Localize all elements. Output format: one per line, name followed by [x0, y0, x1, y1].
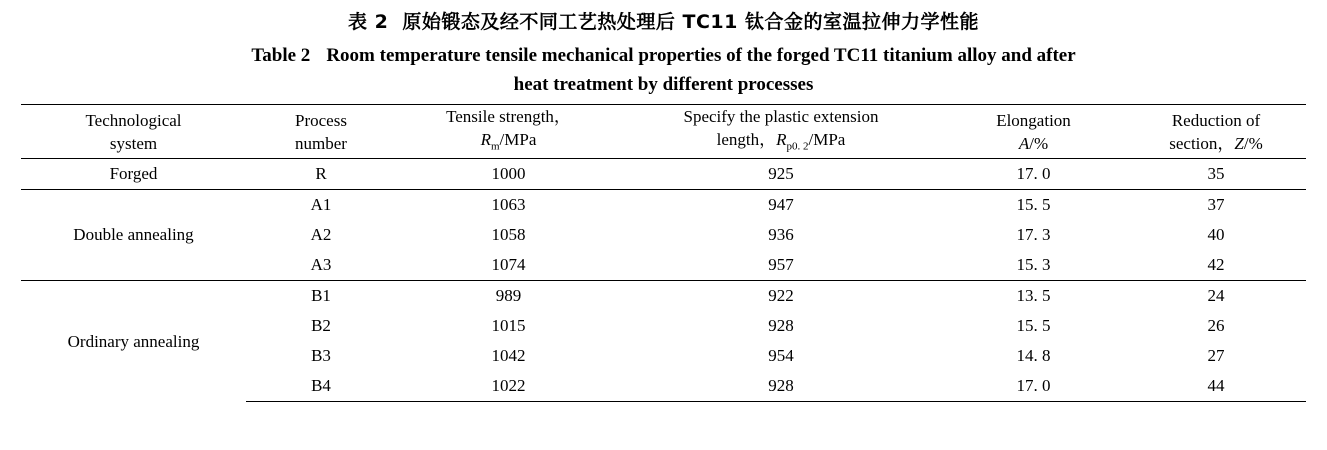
cell-process: B2: [311, 316, 331, 336]
header-elongation-line1: Elongation: [996, 110, 1071, 130]
cell-elongation: 17. 3: [1016, 225, 1051, 245]
cell-reduction: 37: [1126, 190, 1306, 221]
header-reduction-of-section: [1126, 105, 1306, 159]
symbol-rp: R: [776, 130, 787, 149]
cell-process: A1: [246, 190, 396, 221]
cell-process: A2: [310, 225, 332, 245]
cell-tensile-strength: 1015: [491, 316, 526, 336]
symbol-rm: R: [480, 130, 491, 149]
cell-process: B4: [246, 371, 396, 402]
symbol-a-unit: /%: [1029, 133, 1049, 153]
cell-tensile-strength: 1022: [396, 371, 621, 402]
header-elongation-line2: [941, 132, 1126, 155]
header-elongation: [941, 105, 1126, 159]
table-row: [21, 281, 1306, 312]
symbol-rm-unit: /MPa: [499, 130, 537, 149]
cell-plastic-extension: 957: [768, 255, 794, 275]
header-process-number-line2: number: [295, 133, 347, 153]
header-plastic-extension-line1: Specify the plastic extension: [683, 107, 879, 126]
header-technological-system-line2: system: [109, 133, 158, 153]
caption-chinese-text: 原始锻态及经不同工艺热处理后 TC11 钛合金的室温拉伸力学性能: [402, 11, 979, 33]
cell-tensile-strength: 1074: [491, 255, 526, 275]
header-reduction-line1: Reduction of: [1171, 110, 1261, 130]
table-header-row: [21, 105, 1306, 159]
mechanical-properties-table: [21, 104, 1306, 402]
cell-tensile-strength: 989: [396, 281, 621, 312]
cell-reduction: 35: [1126, 159, 1306, 190]
cell-reduction: 26: [1207, 316, 1225, 336]
header-plastic-extension-prefix: length，: [716, 130, 777, 149]
cell-reduction: 44: [1126, 371, 1306, 402]
header-process-number: [246, 105, 396, 159]
cell-tensile-strength: 1063: [396, 190, 621, 221]
cell-system: Ordinary annealing: [21, 281, 246, 402]
caption-chinese-label: 表 2: [348, 11, 389, 33]
cell-elongation: 14. 8: [1016, 346, 1051, 366]
header-plastic-extension: [621, 105, 941, 159]
cell-elongation: 17. 0: [941, 371, 1126, 402]
cell-tensile-strength: 1000: [396, 159, 621, 190]
cell-elongation: 15. 5: [941, 190, 1126, 221]
cell-elongation: 15. 5: [1016, 316, 1051, 336]
cell-tensile-strength: 1042: [491, 346, 526, 366]
cell-tensile-strength: 1058: [491, 225, 526, 245]
header-technological-system: [21, 105, 246, 159]
cell-process: B1: [246, 281, 396, 312]
header-tensile-strength-line1: Tensile strength，: [446, 107, 571, 126]
symbol-rm-subscript: m: [490, 140, 500, 153]
header-reduction-prefix: section，: [1169, 133, 1235, 153]
cell-reduction: 42: [1207, 255, 1225, 275]
cell-plastic-extension: 936: [768, 225, 794, 245]
cell-process: A3: [310, 255, 332, 275]
table-header: [21, 105, 1306, 159]
cell-plastic-extension: 954: [768, 346, 794, 366]
cell-plastic-extension: 925: [621, 159, 941, 190]
cell-process: B3: [311, 346, 331, 366]
cell-reduction: 27: [1207, 346, 1225, 366]
caption-english-text: Room temperature tensile mechanical properties of the forged TC11 titanium alloy and after: [326, 45, 1076, 66]
header-plastic-extension-line2: [621, 128, 941, 158]
cell-system: Double annealing: [21, 190, 246, 281]
cell-reduction: 24: [1126, 281, 1306, 312]
caption-english-line1: [0, 36, 1327, 70]
caption-english-label: Table 2: [251, 45, 311, 66]
cell-elongation: 17. 0: [941, 159, 1126, 190]
header-technological-system-line1: Technological: [85, 110, 182, 130]
caption-english-line2: heat treatment by different processes: [513, 74, 814, 95]
cell-plastic-extension: 947: [621, 190, 941, 221]
header-tensile-strength: [396, 105, 621, 159]
header-tensile-strength-line2: [396, 128, 621, 158]
cell-reduction: 40: [1207, 225, 1225, 245]
symbol-rp-unit: /MPa: [808, 130, 846, 149]
cell-plastic-extension: 928: [768, 316, 794, 336]
table-row: [21, 159, 1306, 190]
cell-elongation: 15. 3: [1016, 255, 1051, 275]
cell-process: R: [246, 159, 396, 190]
cell-system: Forged: [21, 159, 246, 190]
symbol-rp-subscript: p0. 2: [786, 140, 809, 153]
header-process-number-line1: Process: [295, 110, 347, 130]
symbol-z-unit: /%: [1243, 133, 1263, 153]
table-row: [21, 190, 1306, 221]
cell-plastic-extension: 922: [621, 281, 941, 312]
table-body: [21, 159, 1306, 402]
cell-elongation: 13. 5: [941, 281, 1126, 312]
caption-chinese: [0, 0, 1327, 36]
header-reduction-line2: [1126, 132, 1306, 155]
symbol-a: A: [1018, 133, 1030, 153]
symbol-z: Z: [1234, 133, 1244, 153]
cell-plastic-extension: 928: [621, 371, 941, 402]
